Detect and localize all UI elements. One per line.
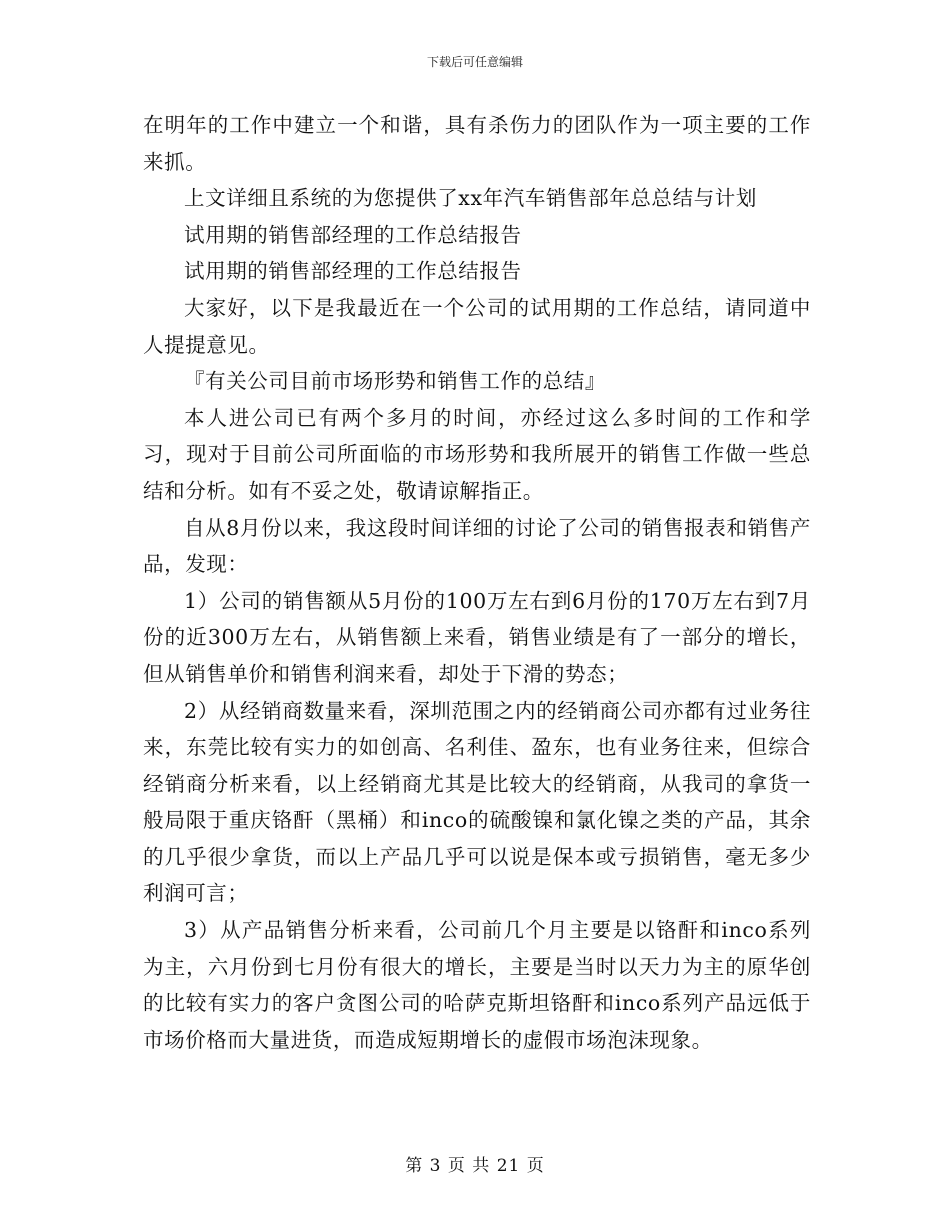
paragraph-1: 在明年的工作中建立一个和谐，具有杀伤力的团队作为一项主要的工作来抓。	[143, 113, 811, 174]
paragraph-2: 上文详细且系统的为您提供了xx年汽车销售部年总总结与计划	[184, 186, 757, 211]
document-body	[143, 107, 811, 1058]
paragraph-4: 试用期的销售部经理的工作总结报告	[184, 259, 522, 284]
paragraph-6: 『有关公司目前市场形势和销售工作的总结』	[184, 369, 606, 394]
paragraph-5: 大家好，以下是我最近在一个公司的试用期的工作总结，请同道中人提提意见。	[143, 295, 811, 357]
paragraph-11: 3）从产品销售分析来看，公司前几个月主要是以铬酐和inco系列为主，六月份到七月份有很大的增长，主要是当时以天力为主的原华创的比较有实力的客户贪图公司的哈萨克斯坦铬酐和inco系列产品远低于市场价格而大量进货，而造成短期增长的虚假市场泡沫现象。	[143, 918, 811, 1052]
paragraph-7: 本人进公司已有两个多月的时间，亦经过这么多时间的工作和学习，现对于目前公司所面临的市场形势和我所展开的销售工作做一些总结和分析。如有不妥之处，敬请谅解指正。	[143, 405, 811, 503]
paragraph-8: 自从8月份以来，我这段时间详细的讨论了公司的销售报表和销售产品，发现：	[143, 515, 811, 577]
paragraph-10: 2）从经销商数量来看，深圳范围之内的经销商公司亦都有过业务往来，东莞比较有实力的如创高、名利佳、盈东，也有业务往来，但综合经销商分析来看，以上经销商尤其是比较大的经销商，从我司的拿货一般局限于重庆铬酐（黑桶）和inco的硫酸镍和氯化镍之类的产品，其余的几乎很少拿货，而以上产品几乎可以说是保本或亏损销售，毫无多少利润可言；	[143, 698, 811, 906]
page-footer: 第 3 页 共 21 页	[405, 1156, 545, 1176]
paragraph-9: 1）公司的销售额从5月份的100万左右到6月份的170万左右到7月份的近300万左右，从销售额上来看，销售业绩是有了一部分的增长，但从销售单价和销售利润来看，却处于下滑的势态；	[143, 588, 811, 686]
paragraph-3: 试用期的销售部经理的工作总结报告	[184, 222, 522, 247]
page-header: 下载后可任意编辑	[426, 55, 523, 69]
